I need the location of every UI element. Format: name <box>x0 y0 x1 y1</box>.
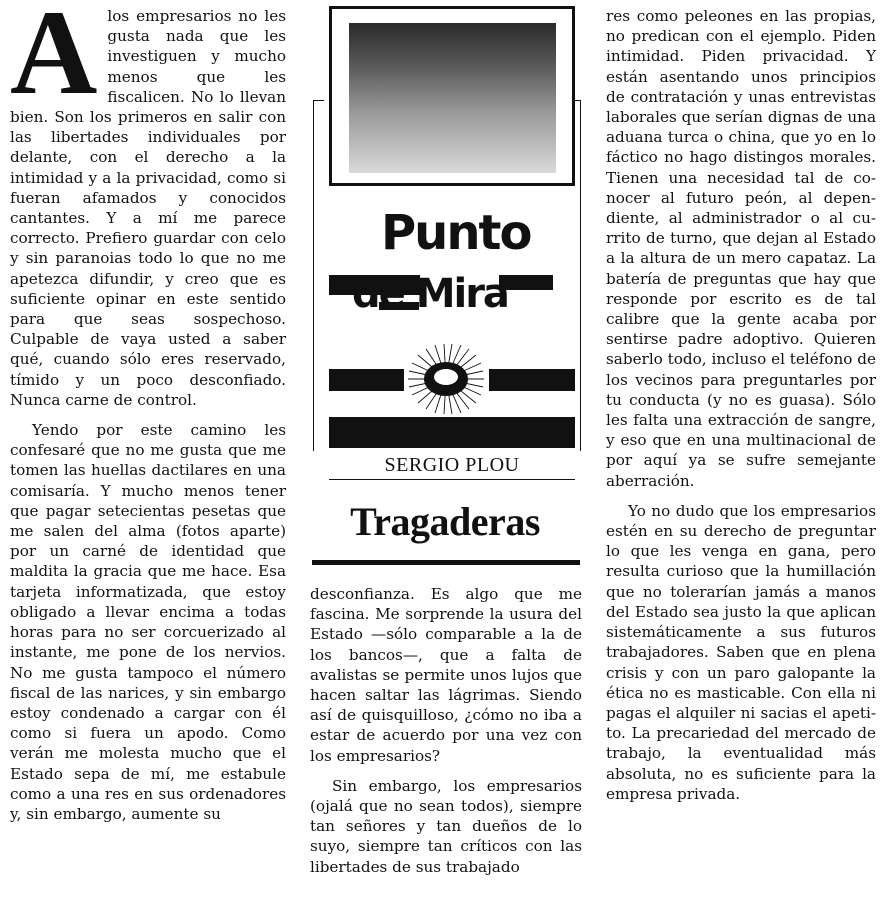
logo-bar <box>489 369 575 391</box>
article-headline: Tragaderas <box>350 499 540 544</box>
article-column-3 <box>606 6 876 804</box>
logo-word-punto: Punto <box>381 205 531 261</box>
paragraph: desconfianza. Es algo que me fascina. Me sorprende la usura del Estado —sólo comparable a la de los bancos—, que a falta de avalistas se permite unos lujos que hacen saltar las lágrimas. Siendo así de quisquilloso, ¿cómo no iba a estar de acuerdo por una vez con los empresarios? <box>310 585 582 765</box>
logo-bar <box>329 369 404 391</box>
divider <box>312 560 580 565</box>
drop-cap: A <box>10 0 98 120</box>
article-column-1 <box>10 0 286 824</box>
paragraph-text: los empresarios no les gusta nada que les investiguen y mucho menos que les fiscalicen. No lo llevan bien. Son los primeros en salir con las libertades individuales por delante, con el derecho a la intimidad y a la privacidad, como si fueran afamados y conocidos cantantes. Y a mí me parece correcto. Prefiero guardar con celo y sin paranoias todo lo que no me apetezca difundir, y creo que es suficiente opinar en este sentido para que seas sospechoso. Culpable de vaya usted a saber qué, cuando sólo eres reservado, tímido y un poco desconfiado. Nunca carne de control. <box>10 7 286 409</box>
photo-frame <box>329 6 575 186</box>
paragraph: Yo no dudo que los empresarios estén en su derecho de preguntar lo que les venga en gana, pero resulta curioso que la humillación que no tolerarían jamás a manos del Estado sea justo la que aplican sistemáticamente a sus futuros trabajadores. Saben que en plena crisis y con un paro galopante la ética no es masticable. Con ella ni pagas el alquiler ni sacias el apetito. La precariedad del mercado de trabajo, la eventualidad más absoluta, no es suficiente para la empresa privada. <box>606 501 876 803</box>
logo-bottom-bar <box>329 417 575 448</box>
paragraph: res como peleones en las propias, no predican con el ejemplo. Piden intimidad. Piden privacidad. Y están asentando unos principios de contratación y unas entrevistas laborales que serían dignas de una aduana turca o china, que yo en lo fáctico no hago distingos morales. Tienen una necesidad tal de conocer al futuro peón, al dependiente, al administrador o al currito de turno, que dejan al Estado a la altura de un mero capataz. La batería de preguntas que hay que responde por escrito es de tal calibre que la gente acaba por sentirse padre adoptivo. Quieren saberlo todo, incluso el teléfono de los vecinos para preguntarles por tu conducta (y no es guasa). Sólo les falta una extracción de sangre, y eso que en una multinacional de por aquí ya se sufre semejante aberración. <box>606 7 876 490</box>
paragraph: Yendo por este camino les confesaré que no me gusta que me tomen las huellas dactilares en una comisaría. Y mucho menos tener que pagar setecientas pesetas que me salen del alma (fotos aparte) por un carné de identidad que maldita la gracia que me hace. Esa tarjeta informatizada, que estoy obligado a llevar encima a todas horas para no ser corcuerizado al instante, me pone de los nervios. No me gusta tampoco el número fiscal de las narices, y sin embargo estoy condenado a cargar con él como si fuera un apodo. Como verán me molesta mucho que el Estado sepa de mí, me estabule como a una res en sus ordenadores y, sin embargo, aumente su <box>10 421 286 823</box>
sun-burst-icon <box>406 343 486 415</box>
logo-word-de-mira: de Mira <box>352 271 508 317</box>
author-byline: SERGIO PLOU <box>384 454 520 476</box>
paragraph: Sin embargo, los empresarios (ojalá que no sean todos), siempre tan señores y tan dueños de lo suyo, siempre tan críticos con las libertades de sus trabajado <box>310 776 582 876</box>
section-logo <box>329 205 575 448</box>
frame-bracket-left <box>313 100 324 451</box>
article-column-2 <box>310 584 582 877</box>
divider <box>329 479 575 480</box>
gradient-photo <box>349 23 556 173</box>
paragraph <box>10 0 286 410</box>
